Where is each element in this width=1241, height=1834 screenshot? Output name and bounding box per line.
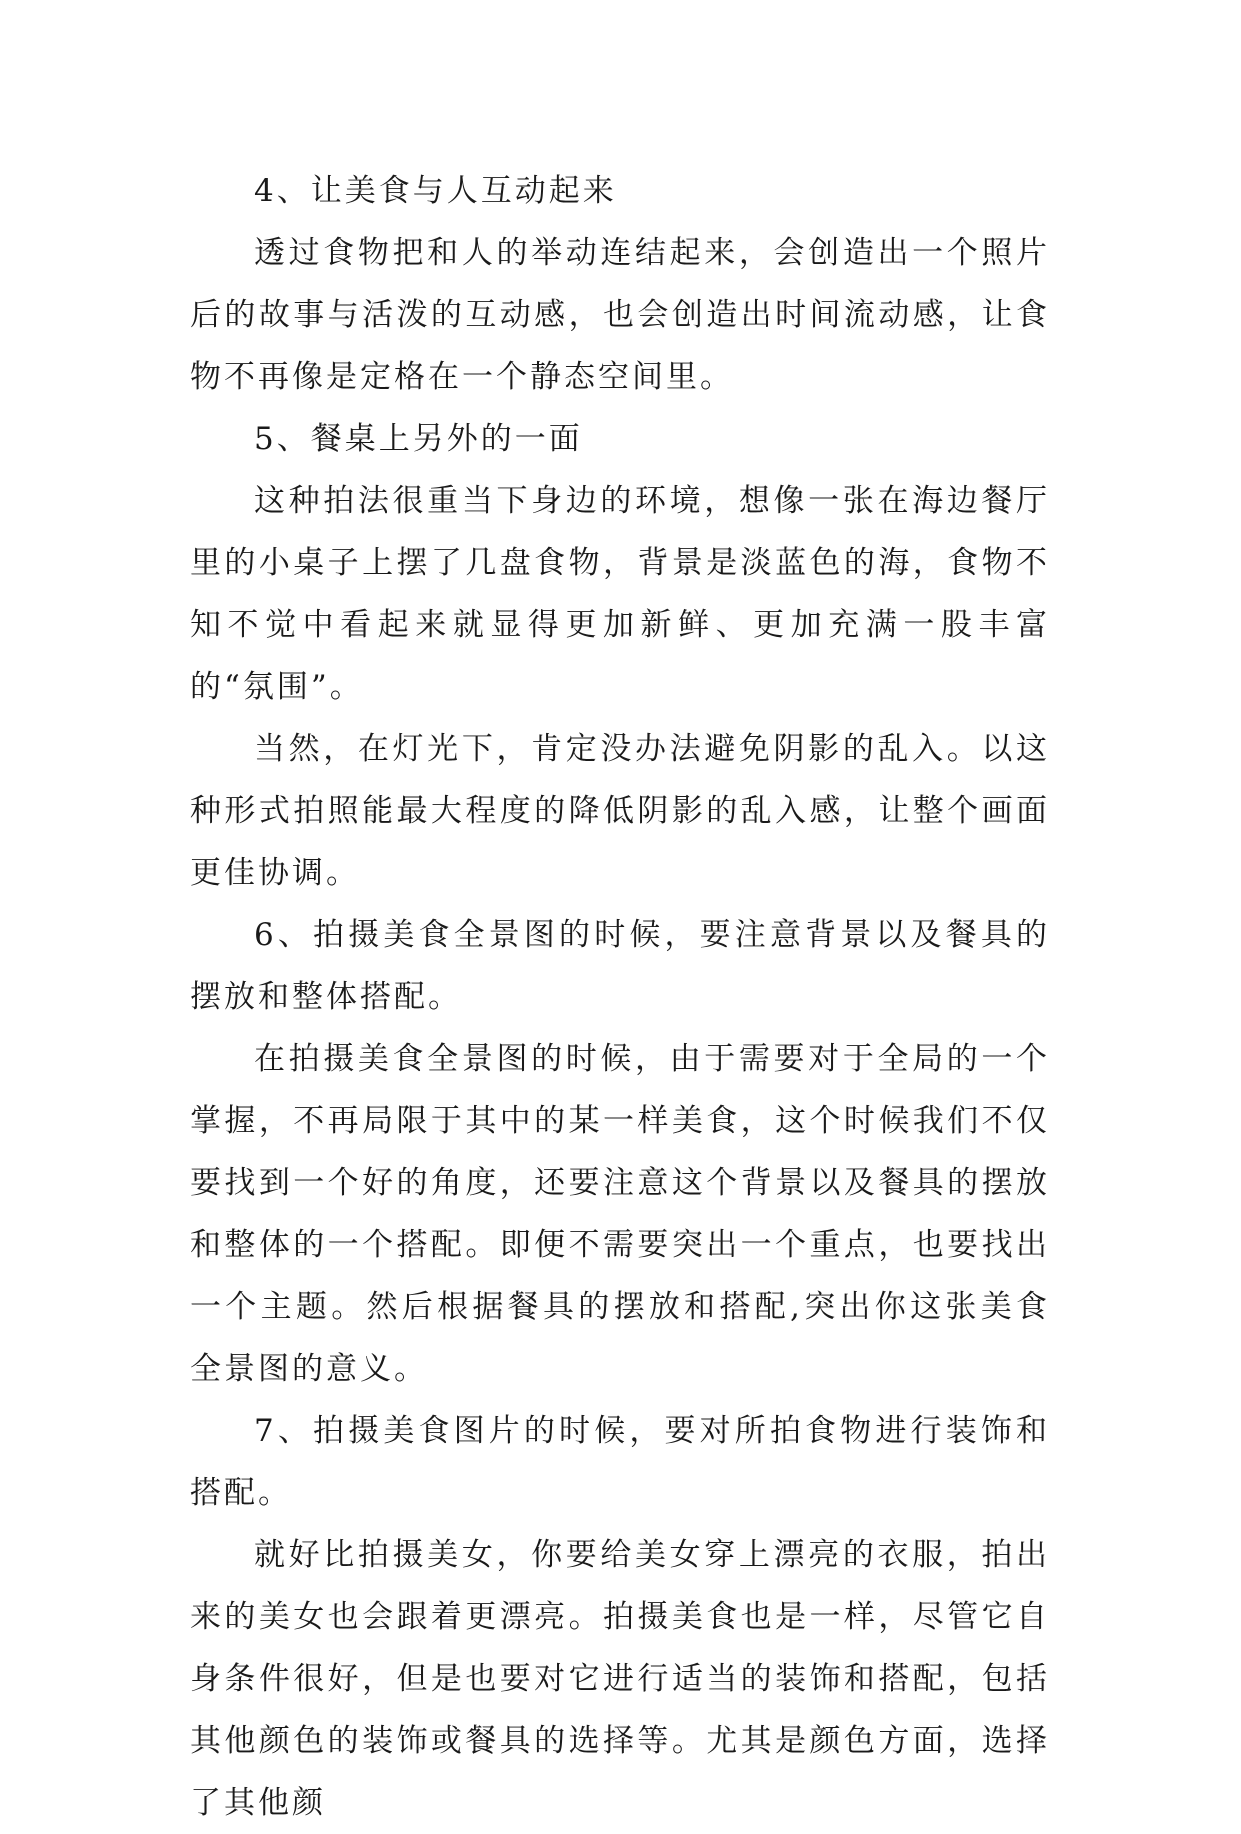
paragraph: 就好比拍摄美女，你要给美女穿上漂亮的衣服，拍出来的美女也会跟着更漂亮。拍摄美食也是一样，尽管它自身条件很好，但是也要对它进行适当的装饰和搭配，包括其他颜色的装饰或餐具的选择等。尤其是颜色方面，选择了其他颜 bbox=[190, 1537, 1050, 1821]
paragraph: 这种拍法很重当下身边的环境，想像一张在海边餐厅里的小桌子上摆了几盘食物，背景是淡蓝色的海，食物不知不觉中看起来就显得更加新鲜、更加充满一股丰富的“氛围”。 bbox=[190, 483, 1050, 705]
section-heading-6: 6、拍摄美食全景图的时候，要注意背景以及餐具的摆放和整体搭配。 bbox=[190, 917, 1050, 1015]
section-heading-7: 7、拍摄美食图片的时候，要对所拍食物进行装饰和搭配。 bbox=[190, 1413, 1050, 1511]
paragraph: 在拍摄美食全景图的时候，由于需要对于全局的一个掌握，不再局限于其中的某一样美食，这个时候我们不仅要找到一个好的角度，还要注意这个背景以及餐具的摆放和整体的一个搭配。即便不需要突出一个重点，也要找出一个主题。然后根据餐具的摆放和搭配,突出你这张美食全景图的意义。 bbox=[190, 1041, 1050, 1387]
document-body bbox=[190, 160, 1050, 1834]
paragraph: 当然，在灯光下，肯定没办法避免阴影的乱入。以这种形式拍照能最大程度的降低阴影的乱入感，让整个画面更佳协调。 bbox=[190, 731, 1050, 891]
section-heading-4: 4、让美食与人互动起来 bbox=[254, 173, 617, 209]
section-heading-5: 5、餐桌上另外的一面 bbox=[254, 421, 583, 457]
paragraph: 透过食物把和人的举动连结起来，会创造出一个照片后的故事与活泼的互动感，也会创造出时间流动感，让食物不再像是定格在一个静态空间里。 bbox=[190, 235, 1050, 395]
